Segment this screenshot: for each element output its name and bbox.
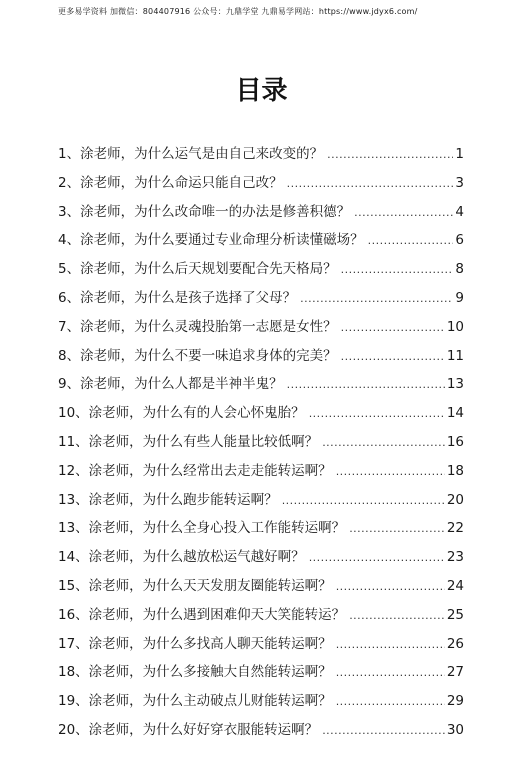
toc-page-number: 26 xyxy=(446,635,464,652)
toc-page-number: 3 xyxy=(455,174,464,191)
toc-entry[interactable] xyxy=(58,428,464,457)
toc-entry-label: 19、涂老师，为什么主动破点儿财能转运啊？ xyxy=(58,693,332,710)
toc-page-number: 23 xyxy=(446,549,464,566)
toc-dot-leader xyxy=(336,573,445,602)
toc-entry-label: 12、涂老师，为什么经常出去走走能转运啊？ xyxy=(58,462,332,479)
toc-entry[interactable] xyxy=(58,370,464,399)
toc-page-number: 25 xyxy=(446,606,464,623)
toc-entry[interactable] xyxy=(58,284,464,313)
toc-page-number: 4 xyxy=(455,203,464,220)
toc-dot-leader xyxy=(327,141,453,170)
toc-entry[interactable] xyxy=(58,486,464,515)
toc-entry-label: 18、涂老师，为什么多接触大自然能转运啊？ xyxy=(58,664,332,681)
toc-page-number: 20 xyxy=(446,491,464,508)
toc-dot-leader xyxy=(287,371,445,400)
toc-dot-leader xyxy=(336,688,445,717)
toc-entry[interactable] xyxy=(58,226,464,255)
toc-entry-label: 20、涂老师，为什么好好穿衣服能转运啊？ xyxy=(58,721,319,738)
toc-entry-label: 10、涂老师，为什么有的人会心怀鬼胎？ xyxy=(58,405,305,422)
toc-entry[interactable] xyxy=(58,687,464,716)
toc-entry-label: 11、涂老师，为什么有些人能量比较低啊？ xyxy=(58,433,319,450)
toc-page-number: 24 xyxy=(446,577,464,594)
toc-page-number: 27 xyxy=(446,664,464,681)
toc-entry-label: 9、涂老师，为什么人都是半神半鬼？ xyxy=(58,376,283,393)
toc-entry-label: 6、涂老师，为什么是孩子选择了父母？ xyxy=(58,289,297,306)
toc-dot-leader xyxy=(341,256,454,285)
toc-entry-label: 13、涂老师，为什么跑步能转运啊？ xyxy=(58,491,278,508)
toc-entry[interactable] xyxy=(58,572,464,601)
toc-entry[interactable] xyxy=(58,601,464,630)
toc-page-number: 18 xyxy=(446,462,464,479)
toc-dot-leader xyxy=(341,314,445,343)
toc-page-number: 10 xyxy=(446,318,464,335)
toc-dot-leader xyxy=(368,227,454,256)
toc-entry[interactable] xyxy=(58,630,464,659)
toc-entry-label: 1、涂老师，为什么运气是由自己来改变的？ xyxy=(58,146,324,162)
toc-entry[interactable] xyxy=(58,342,464,371)
toc-entry[interactable] xyxy=(58,658,464,687)
toc-entry-label: 13、涂老师，为什么全身心投入工作能转运啊？ xyxy=(58,520,346,537)
toc-dot-leader xyxy=(309,544,445,573)
toc-entry-label: 7、涂老师，为什么灵魂投胎第一志愿是女性？ xyxy=(58,318,337,335)
toc-entry[interactable] xyxy=(58,399,464,428)
toc-entry-label: 3、涂老师，为什么改命唯一的办法是修善积德？ xyxy=(58,203,351,220)
toc-dot-leader xyxy=(349,602,445,631)
toc-entry-label: 8、涂老师，为什么不要一味追求身体的完美？ xyxy=(58,347,337,364)
toc-page-number: 22 xyxy=(446,520,464,537)
toc-entry-label: 4、涂老师，为什么要通过专业命理分析读懂磁场？ xyxy=(58,232,364,249)
toc-entry-label: 17、涂老师，为什么多找高人聊天能转运啊？ xyxy=(58,635,332,652)
toc-entry-label: 14、涂老师，为什么越放松运气越好啊？ xyxy=(58,549,305,566)
toc-entry[interactable] xyxy=(58,457,464,486)
toc-entry[interactable] xyxy=(58,543,464,572)
toc-page-number: 30 xyxy=(446,721,464,738)
toc-dot-leader xyxy=(336,631,445,660)
toc-dot-leader xyxy=(336,659,445,688)
toc-dot-leader xyxy=(309,400,445,429)
toc-entry-label: 15、涂老师，为什么天天发朋友圈能转运啊？ xyxy=(58,577,332,594)
toc-page-number: 16 xyxy=(446,433,464,450)
toc-dot-leader xyxy=(282,487,445,516)
header-watermark-text: 更多易学资料 加微信：804407916 公众号：九鼎学堂 九鼎易学网站：https://www.jdyx6.com/ xyxy=(58,7,418,16)
table-of-contents xyxy=(58,140,464,745)
toc-page-number: 8 xyxy=(455,261,464,278)
toc-page-number: 6 xyxy=(455,232,464,249)
toc-entry[interactable] xyxy=(58,140,464,169)
toc-entry[interactable] xyxy=(58,716,464,745)
toc-dot-leader xyxy=(349,515,445,544)
toc-dot-leader xyxy=(300,285,453,314)
toc-page-number: 29 xyxy=(446,693,464,710)
toc-dot-leader xyxy=(354,199,453,228)
toc-entry[interactable] xyxy=(58,313,464,342)
toc-dot-leader xyxy=(336,458,445,487)
toc-entry-label: 2、涂老师，为什么命运只能自己改？ xyxy=(58,174,283,191)
page-title: 目录 xyxy=(235,76,288,106)
toc-entry-label: 5、涂老师，为什么后天规划要配合先天格局？ xyxy=(58,261,337,278)
toc-page-number: 13 xyxy=(446,376,464,393)
toc-dot-leader xyxy=(322,429,445,458)
toc-dot-leader xyxy=(287,170,454,199)
toc-page-number: 11 xyxy=(446,347,464,364)
toc-entry-label: 16、涂老师，为什么遇到困难仰天大笑能转运？ xyxy=(58,606,346,623)
toc-page-number: 14 xyxy=(446,405,464,422)
toc-entry[interactable] xyxy=(58,514,464,543)
toc-entry[interactable] xyxy=(58,198,464,227)
toc-entry[interactable] xyxy=(58,169,464,198)
toc-dot-leader xyxy=(322,717,445,746)
toc-dot-leader xyxy=(341,343,445,372)
toc-entry[interactable] xyxy=(58,255,464,284)
toc-page-number: 1 xyxy=(455,146,464,162)
toc-page-number: 9 xyxy=(455,289,464,306)
